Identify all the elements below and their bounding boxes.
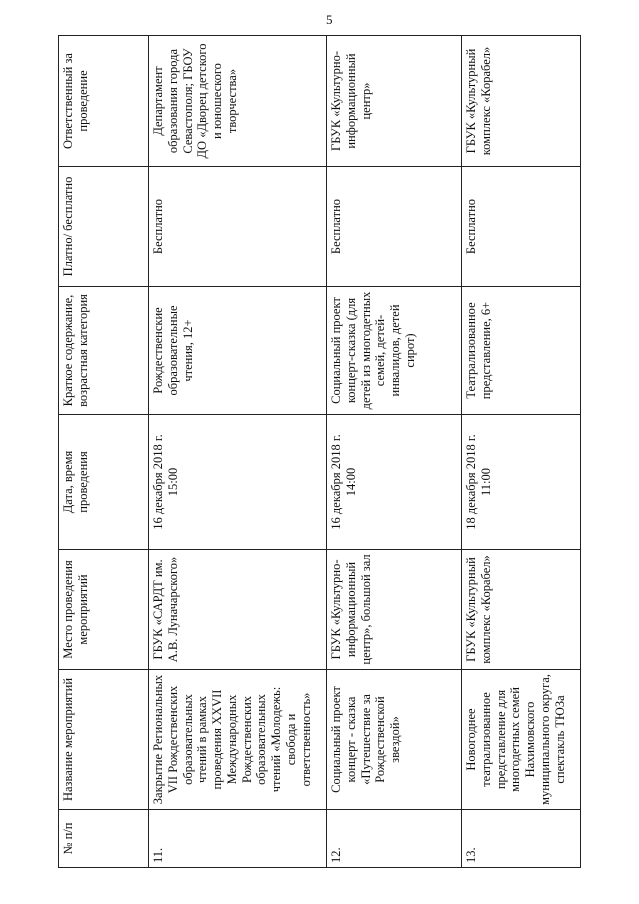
table-row: [462, 36, 581, 868]
page-number: 5: [326, 12, 333, 27]
cell-paid: Бесплатно: [149, 167, 327, 287]
cell-name: Социальный проект концерт - сказка «Путешествие за Рождественской звездой»: [327, 670, 462, 810]
cell-number: 12.: [327, 810, 462, 868]
table-row: [327, 36, 462, 868]
cell-responsible: Департамент образования города Севастополя; ГБОУ ДО «Дворец детского и юношеского творчества»: [149, 36, 327, 167]
cell-date: 16 декабря 2018 г. 15:00: [149, 415, 327, 550]
cell-responsible: ГБУК «Культурный комплекс «Корабел»: [462, 36, 581, 167]
header-place: Место проведения мероприятий: [59, 550, 149, 670]
cell-date: 16 декабря 2018 г. 14:00: [327, 415, 462, 550]
cell-place: ГБУК «Культурно-информационный центр», большой зал: [327, 550, 462, 670]
header-paid: Платно/ бесплатно: [59, 167, 149, 287]
rotated-table-wrapper: [58, 36, 580, 868]
header-responsible: Ответственный за проведение: [59, 36, 149, 167]
cell-summary: Рождественские образовательные чтения, 12+: [149, 287, 327, 415]
cell-summary: Социальный проект концерт-сказка (для детей из многодетных семей, детей-инвалидов, детей сирот): [327, 287, 462, 415]
cell-name: Закрытие Региональных VII Рождественских образовательных чтений в рамках проведения XXVII Международных Рождественских образовательных чтений «Молодежь: свобода и ответственность»: [149, 670, 327, 810]
table-header-row: [59, 36, 149, 868]
header-date: Дата, время проведения: [59, 415, 149, 550]
table-row: [149, 36, 327, 868]
events-table: [58, 35, 581, 868]
cell-number: 13.: [462, 810, 581, 868]
cell-place: ГБУК «Культурный комплекс «Корабел»: [462, 550, 581, 670]
cell-summary: Театрализованное представление, 6+: [462, 287, 581, 415]
cell-paid: Бесплатно: [462, 167, 581, 287]
header-summary: Краткое содержание, возрастная категория: [59, 287, 149, 415]
cell-place: ГБУК «САРДТ им. А.В. Луначарского»: [149, 550, 327, 670]
cell-date: 18 декабря 2018 г. 11:00: [462, 415, 581, 550]
cell-number: 11.: [149, 810, 327, 868]
header-name: Название мероприятий: [59, 670, 149, 810]
header-number: № п/п: [59, 810, 149, 868]
cell-paid: Бесплатно: [327, 167, 462, 287]
cell-responsible: ГБУК «Культурно-информационный центр»: [327, 36, 462, 167]
cell-name: Новогоднее театрализованное представление для многодетных семей Нахимовского муниципального округа, спектакль ТЮЗа: [462, 670, 581, 810]
